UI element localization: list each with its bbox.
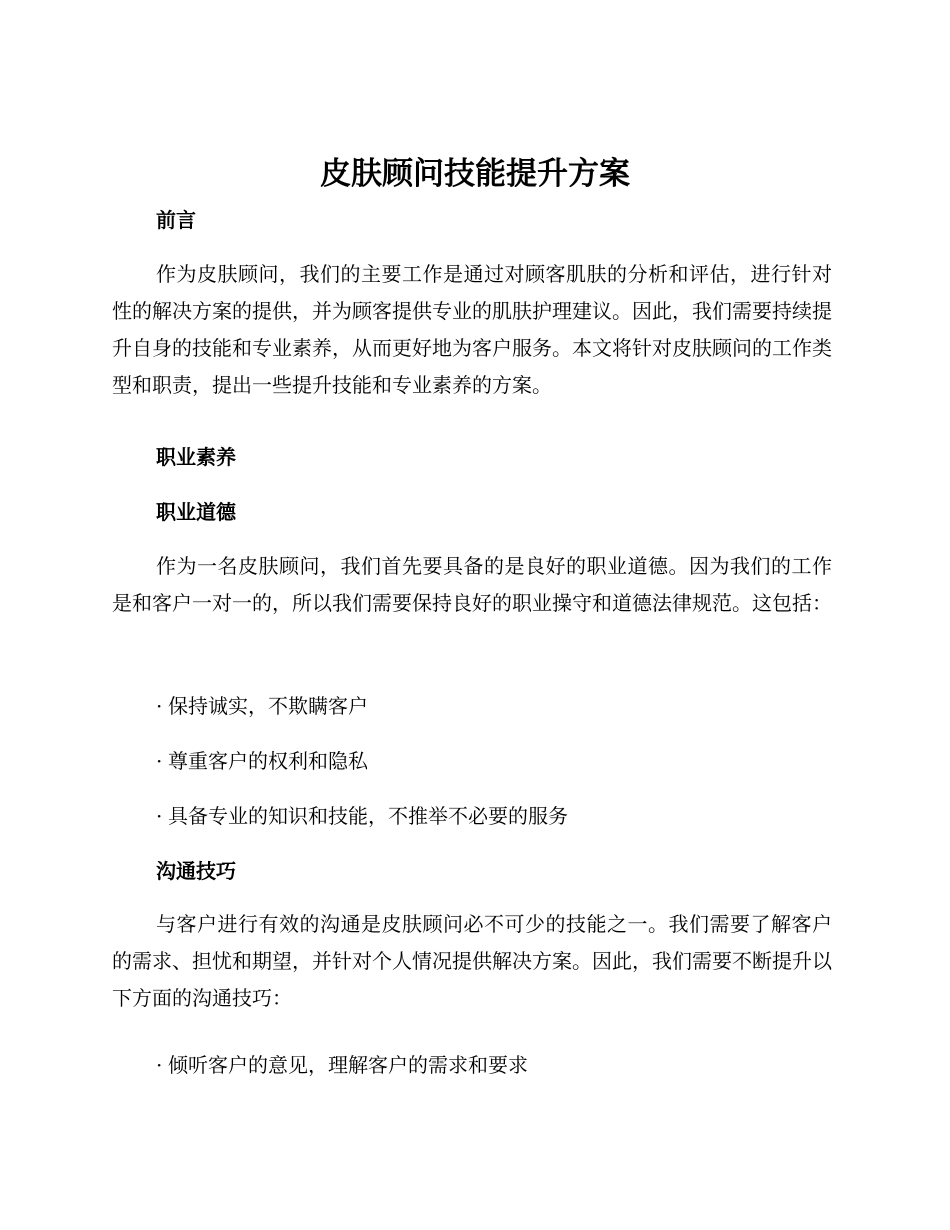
paragraph-communication: 与客户进行有效的沟通是皮肤顾问必不可少的技能之一。我们需要了解客户的需求、担忧和期望，并针对个人情况提供解决方案。因此，我们需要不断提升以下方面的沟通技巧： [112, 912, 832, 1010]
heading-communication: 沟通技巧 [156, 859, 236, 883]
bullet-icon: · [156, 804, 163, 828]
list-item [156, 692, 836, 720]
bullet-icon: · [156, 694, 163, 718]
heading-preface: 前言 [156, 208, 196, 232]
list-item [156, 802, 836, 830]
list-item-text: 保持诚实，不欺瞒客户 [168, 694, 368, 718]
paragraph-preface: 作为皮肤顾问，我们的主要工作是通过对顾客肌肤的分析和评估，进行针对性的解决方案的提供，并为顾客提供专业的肌肤护理建议。因此，我们需要持续提升自身的技能和专业素养，从而更好地为客户服务。本文将针对皮肤顾问的工作类型和职责，提出一些提升技能和专业素养的方案。 [112, 262, 832, 397]
document-title: 皮肤顾问技能提升方案 [320, 156, 630, 192]
list-item-text: 具备专业的知识和技能，不推举不必要的服务 [168, 804, 568, 828]
heading-ethics: 职业道德 [156, 500, 236, 524]
list-item-text: 倾听客户的意见，理解客户的需求和要求 [168, 1053, 528, 1077]
heading-professionalism: 职业素养 [156, 445, 236, 469]
list-item-text: 尊重客户的权利和隐私 [168, 749, 368, 773]
paragraph-ethics: 作为一名皮肤顾问，我们首先要具备的是良好的职业道德。因为我们的工作是和客户一对一的，所以我们需要保持良好的职业操守和道德法律规范。这包括： [112, 554, 832, 615]
list-item [156, 1051, 836, 1079]
list-item [156, 747, 836, 775]
bullet-icon: · [156, 1053, 163, 1077]
bullet-icon: · [156, 749, 163, 773]
